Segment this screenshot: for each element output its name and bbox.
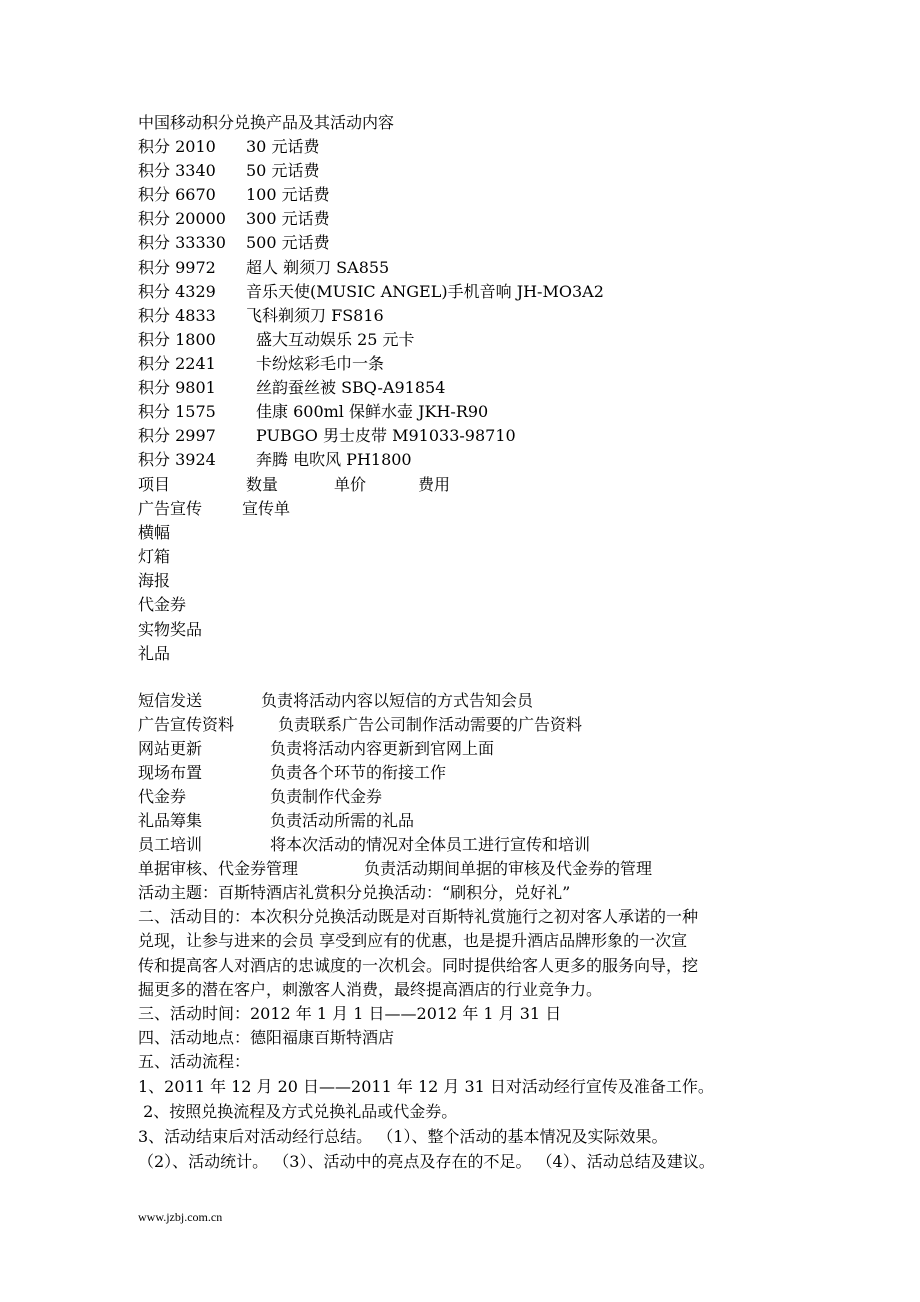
- reward-item: 佳康 600ml 保鲜水壶 JKH-R90: [256, 402, 489, 422]
- body-line: 活动主题：百斯特酒店礼赏积分兑换活动：“刷积分，兑好礼”: [138, 883, 571, 902]
- footer-url: www.jzbj.com.cn: [138, 1210, 223, 1224]
- budget-header-cell: 项目: [138, 475, 171, 494]
- task-desc: 负责制作代金券: [270, 787, 383, 806]
- task-desc: 负责将活动内容更新到官网上面: [270, 739, 495, 758]
- task-name: 代金券: [138, 787, 187, 806]
- body-line: 1、2011 年 12 月 20 日——2011 年 12 月 31 日对活动经行宣传及准备工作。: [138, 1076, 714, 1096]
- points-label: 积分 2241: [138, 353, 216, 373]
- body-line: 2、按照兑换流程及方式兑换礼品或代金券。: [138, 1101, 458, 1121]
- task-desc: 负责联系广告公司制作活动需要的广告资料: [278, 715, 583, 734]
- points-label: 积分 2010: [138, 137, 216, 156]
- reward-item: 超人 剃须刀 SA855: [246, 257, 390, 277]
- body-line: 二、活动目的：本次积分兑换活动既是对百斯特礼赏施行之初对客人承诺的一种: [138, 907, 699, 927]
- task-name: 员工培训: [138, 835, 203, 854]
- budget-cell: 代金券: [138, 595, 187, 615]
- doc-title: 中国移动积分兑换产品及其活动内容: [138, 113, 395, 132]
- body-line: 兑现，让参与进来的会员 享受到应有的优惠，也是提升酒店品牌形象的一次宣: [138, 931, 688, 951]
- points-label: 积分 1800: [138, 329, 216, 349]
- budget-header-cell: 数量: [246, 475, 279, 494]
- body-line: （2）、活动统计。 （3）、活动中的亮点及存在的不足。 （4）、活动总结及建议。: [138, 1151, 715, 1171]
- reward-item: 音乐天使(MUSIC ANGEL)手机音响 JH-MO3A2: [246, 281, 604, 301]
- budget-cell: 灯箱: [138, 547, 171, 567]
- reward-item: 50 元话费: [246, 161, 320, 181]
- reward-item: 卡纷炫彩毛巾一条: [256, 353, 385, 373]
- points-label: 积分 3340: [138, 161, 216, 181]
- task-desc: 负责将活动内容以短信的方式告知会员: [261, 691, 534, 710]
- reward-item: 300 元话费: [246, 209, 330, 229]
- points-label: 积分 2997: [138, 426, 216, 446]
- points-label: 积分 9972: [138, 257, 216, 277]
- task-name: 礼品筹集: [138, 811, 203, 830]
- reward-item: PUBGO 男士皮带 M91033-98710: [256, 426, 516, 446]
- body-line: 三、活动时间：2012 年 1 月 1 日——2012 年 1 月 31 日: [138, 1004, 562, 1023]
- task-desc: 负责活动期间单据的审核及代金券的管理: [364, 859, 653, 878]
- task-name: 广告宣传资料: [138, 715, 235, 734]
- task-desc: 负责活动所需的礼品: [270, 811, 415, 830]
- reward-item: 丝韵蚕丝被 SBQ-A91854: [256, 378, 446, 397]
- budget-cell: 横幅: [138, 523, 171, 543]
- budget-header-cell: 单价: [334, 475, 367, 494]
- reward-item: 飞科剃须刀 FS816: [246, 305, 384, 325]
- body-line: 3、活动结束后对活动经行总结。 （1）、整个活动的基本情况及实际效果。: [138, 1126, 668, 1146]
- budget-cell: 海报: [138, 571, 171, 591]
- budget-cell: 宣传单: [242, 499, 291, 518]
- reward-item: 100 元话费: [246, 185, 330, 205]
- budget-cell: 实物奖品: [138, 619, 203, 639]
- budget-cell: 广告宣传: [138, 499, 203, 518]
- body-line: 掘更多的潜在客户，刺激客人消费，最终提高酒店的行业竞争力。: [138, 979, 603, 999]
- reward-item: 奔腾 电吹风 PH1800: [256, 450, 412, 470]
- task-name: 网站更新: [138, 739, 203, 758]
- budget-cell: 礼品: [138, 643, 171, 663]
- task-name: 单据审核、代金券管理: [138, 859, 299, 878]
- points-label: 积分 6670: [138, 185, 216, 205]
- budget-header-cell: 费用: [418, 475, 451, 494]
- points-label: 积分 1575: [138, 402, 216, 422]
- task-name: 现场布置: [138, 763, 203, 782]
- points-label: 积分 33330: [138, 233, 226, 253]
- points-label: 积分 9801: [138, 378, 216, 397]
- points-label: 积分 4329: [138, 281, 216, 301]
- body-line: 四、活动地点：德阳福康百斯特酒店: [138, 1028, 395, 1048]
- task-desc: 将本次活动的情况对全体员工进行宣传和培训: [270, 835, 591, 854]
- task-name: 短信发送: [138, 691, 203, 710]
- points-label: 积分 4833: [138, 305, 216, 325]
- points-label: 积分 3924: [138, 450, 216, 470]
- points-label: 积分 20000: [138, 209, 226, 229]
- task-desc: 负责各个环节的衔接工作: [270, 763, 447, 782]
- body-line: 传和提高客人对酒店的忠诚度的一次机会。同时提供给客人更多的服务向导，挖: [138, 955, 699, 975]
- body-line: 五、活动流程：: [138, 1052, 251, 1072]
- reward-item: 30 元话费: [246, 137, 320, 156]
- reward-item: 盛大互动娱乐 25 元卡: [256, 329, 415, 349]
- reward-item: 500 元话费: [246, 233, 330, 253]
